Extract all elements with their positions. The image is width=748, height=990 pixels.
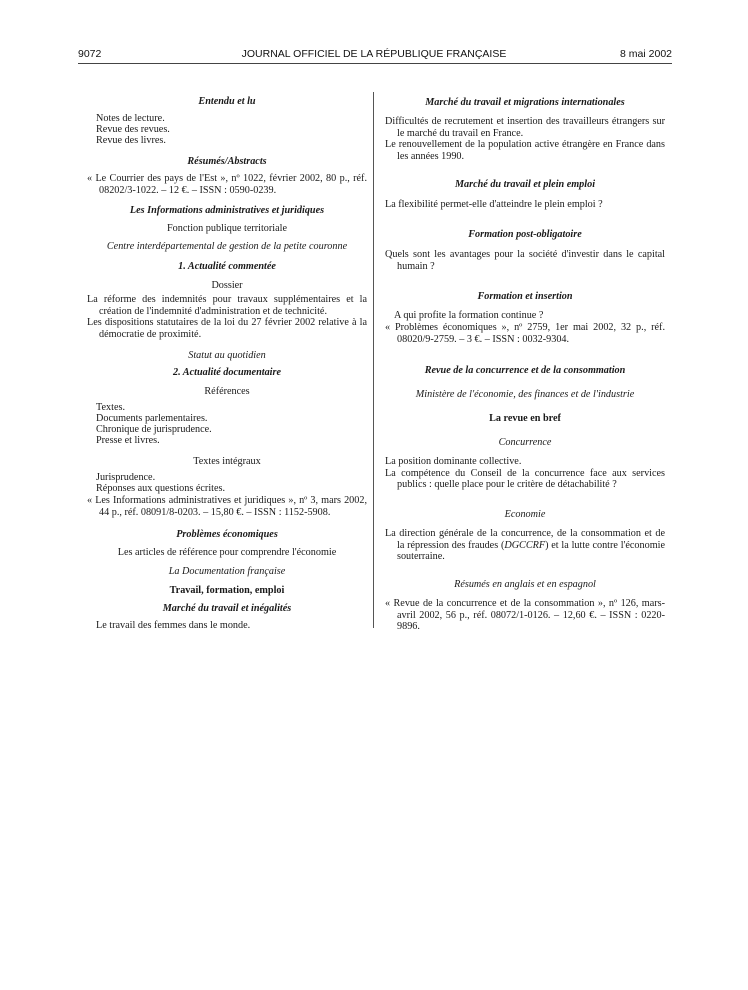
section-heading: 2. Actualité documentaire: [172, 367, 281, 378]
section-heading: Problèmes économiques: [176, 529, 278, 540]
article-title: La position dominante collective.: [385, 456, 522, 467]
section-heading: Les Informations administratives et juridiques: [129, 205, 325, 216]
section-heading: Formation post-obligatoire: [468, 229, 582, 240]
paragraph: [87, 294, 367, 340]
list-item: Le travail des femmes dans le monde.: [96, 620, 251, 631]
subheading: Statut au quotidien: [188, 350, 266, 361]
bibliographic-reference: « Revue de la concurrence et de la consommation », nº 126, mars-avril 2002, 56 p., réf. 08072/1-0126. – 12,60 €. – ISSN : 0220-9896.: [385, 598, 665, 633]
list-item: Réponses aux questions écrites.: [96, 483, 226, 494]
subheading: Textes intégraux: [193, 456, 261, 467]
section-heading: Marché du travail et plein emploi: [454, 179, 596, 190]
section-heading: Résumés/Abstracts: [187, 156, 267, 167]
section-heading: Formation et insertion: [477, 291, 573, 302]
section-heading: Entendu et lu: [198, 96, 256, 107]
section-heading: 1. Actualité commentée: [178, 261, 276, 272]
section-heading: Revue de la concurrence et de la consommation: [424, 365, 626, 376]
direction-text: La direction générale de la concurrence, de la consommation et de la répression des fraudes (: [385, 528, 665, 551]
subheading: Economie: [504, 509, 546, 520]
article-title: La compétence du Conseil de la concurrence face aux services publics : quelle place pour le critère de détachabilité ?: [385, 467, 665, 491]
column-divider: [373, 92, 374, 628]
subheading: Concurrence: [498, 437, 552, 448]
subheading: La revue en bref: [489, 413, 561, 424]
article-title: [385, 528, 665, 563]
article-title: A qui profite la formation continue ?: [394, 310, 544, 321]
header-rule: [78, 63, 672, 64]
page-number: 9072: [78, 48, 102, 60]
subheading: Les articles de référence pour comprendre l'économie: [117, 547, 337, 558]
subheading: Références: [204, 386, 250, 397]
list-item: Documents parlementaires.: [96, 413, 208, 424]
article-title: Difficultés de recrutement et insertion des travailleurs étrangers sur le marché du travail en France.: [385, 116, 665, 139]
list-item: Jurisprudence.: [96, 472, 156, 483]
list-item: Revue des revues.: [96, 124, 170, 135]
bibliographic-reference: « Les Informations administratives et juridiques », nº 3, mars 2002, 44 p., réf. 08091/8-0203. – 15,80 €. – ISSN : 1152-5908.: [87, 495, 367, 518]
article-title: La réforme des indemnités pour travaux supplémentaires et la création de l'indemnité d'administration et de technicité.: [87, 294, 367, 317]
subheading: Travail, formation, emploi: [169, 585, 285, 596]
subheading: Centre interdépartemental de gestion de la petite couronne: [106, 241, 348, 252]
subheading: Ministère de l'économie, des finances et de l'industrie: [415, 389, 635, 400]
subheading: La Documentation française: [168, 566, 286, 577]
article-title: La flexibilité permet-elle d'atteindre le plein emploi ?: [385, 199, 603, 210]
list-item: Presse et livres.: [96, 435, 160, 446]
article-title: Les dispositions statutaires de la loi du 27 février 2002 relative à la démocratie de proximité.: [87, 317, 367, 340]
list-item: Chronique de jurisprudence.: [96, 424, 212, 435]
paragraph: [385, 116, 665, 162]
direction-text: ) et la lutte contre l'économie souterraine.: [397, 539, 665, 563]
subheading: Résumés en anglais et en espagnol: [454, 579, 596, 590]
article-title: Le renouvellement de la population active étrangère en France dans les années 1990.: [385, 139, 665, 162]
issue-date: 8 mai 2002: [620, 48, 672, 60]
article-title: Quels sont les avantages pour la société d'investir dans le capital humain ?: [385, 249, 665, 272]
journal-title: JOURNAL OFFICIEL DE LA RÉPUBLIQUE FRANÇAISE: [241, 48, 507, 60]
subheading: Dossier: [211, 280, 243, 291]
list-item: Revue des livres.: [96, 135, 166, 146]
section-heading: Marché du travail et migrations internationales: [425, 97, 625, 108]
bibliographic-reference: « Problèmes économiques », nº 2759, 1er mai 2002, 32 p., réf. 08020/9-2759. – 3 €. – ISSN : 0032-9304.: [385, 322, 665, 345]
list-item: Notes de lecture.: [96, 113, 165, 124]
section-heading: Marché du travail et inégalités: [162, 603, 292, 614]
bibliographic-reference: « Le Courrier des pays de l'Est », nº 1022, février 2002, 80 p., réf. 08202/3-1022. – 12 €. – ISSN : 0590-0239.: [87, 173, 367, 196]
list-item: Textes.: [96, 402, 125, 413]
dgccrf-acronym: DGCCRF: [504, 539, 546, 551]
subheading: Fonction publique territoriale: [167, 223, 287, 234]
paragraph: [385, 456, 665, 491]
